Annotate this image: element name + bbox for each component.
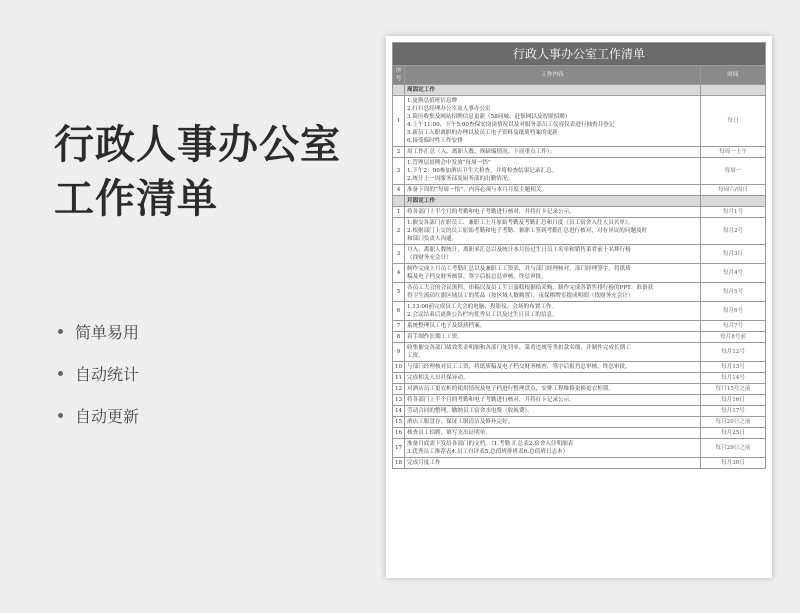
row-time: 每月6号	[701, 302, 766, 321]
row-content	[405, 362, 701, 373]
headline	[54, 118, 341, 226]
feature-list	[58, 310, 139, 436]
row-number: 15	[393, 417, 405, 428]
content-line: （找财务充会计）	[407, 255, 452, 261]
content-line: 系统整理员工电子及纸质档案。	[407, 323, 486, 329]
section-title: 周固定工作	[405, 85, 701, 96]
content-line: 1.更换总值班信息牌	[407, 98, 458, 104]
content-line: 劳动合同的整理，缴纳员工宿舍水电费（收视费）。	[407, 408, 533, 414]
row-number: 1	[393, 207, 405, 218]
row-content	[405, 373, 701, 384]
row-time: 每月3日	[701, 245, 766, 264]
table-row	[393, 373, 766, 384]
row-content	[405, 343, 701, 362]
row-time: 每月8号前	[701, 332, 766, 343]
content-line: 对酒店员工更衣柜的使用情况及电子档进行整理盘点，安排工程维修更换更衣柜锁。	[407, 386, 614, 392]
row-time: 每月30日	[701, 458, 766, 469]
content-line: 着手制作长期工工资。	[407, 334, 463, 340]
row-number: 7	[393, 321, 405, 332]
row-time: 每月1号	[701, 207, 766, 218]
content-line: 5.新员工入职离职的办理以及员工电子资料及纸质档案的更新	[407, 130, 558, 136]
content-line: 与部门经理核对员工工资，将纸质稿及电子档交财务核查，签字后报肖总审核，终总审批。	[407, 364, 631, 370]
row-content	[405, 384, 701, 395]
row-content	[405, 207, 701, 218]
content-line: 1.下午2：00参加酒店卫生大检查，并将检查结果记录汇总。	[407, 168, 558, 174]
row-content	[405, 185, 701, 196]
table-row	[393, 207, 766, 218]
content-line: 完成月度工作	[407, 460, 441, 466]
row-number: 2	[393, 218, 405, 245]
headline-line-2: 工作清单	[54, 176, 218, 222]
table-row	[393, 185, 766, 196]
row-content	[405, 218, 701, 245]
table-row	[393, 395, 766, 406]
row-content	[405, 458, 701, 469]
bullet-icon	[58, 329, 63, 334]
content-line: 2.会议结束后更换公告栏内优秀员工以及过生日员工的信息。	[407, 312, 558, 318]
table-row	[393, 245, 766, 264]
row-content	[405, 283, 701, 302]
table-row	[393, 362, 766, 373]
content-line: 2.打扫总经理办公室及人事办公室	[407, 106, 491, 112]
content-line: 将各部门上半个月的考勤和电子考勤进行核对，并将打卡记录公示。	[407, 209, 575, 215]
row-content	[405, 417, 701, 428]
table-row	[393, 218, 766, 245]
content-line: 将各部门上半个月的考勤和电子考勤进行核对，并将打卡记录公示。	[407, 397, 575, 403]
row-time: 每月14号	[701, 373, 766, 384]
bullet-icon	[58, 371, 63, 376]
content-line: 1.13:00前完成员工大会的电脑、投影仪、会场的布置工作。	[407, 304, 558, 310]
row-time: 每月12号	[701, 343, 766, 362]
row-number: 12	[393, 384, 405, 395]
content-line: 得卫生流动红旗区域员工的奖品（按区域人数购置），夜保棋牌室提成明细（找财务充会计）	[407, 293, 634, 299]
content-line: 制作完成上月员工考勤汇总以及兼职工工资表，并与部门经理核对，部门经理签字，将纸质	[407, 266, 631, 272]
content-line: 月入、离职人数统计，离职率汇总以及统计本月份过生日员工名单和销售菜肴前十名排行榜	[407, 247, 631, 253]
row-number: 6	[393, 302, 405, 321]
row-number: 18	[393, 458, 405, 469]
row-number: 3	[393, 158, 405, 185]
row-content	[405, 245, 701, 264]
row-content	[405, 406, 701, 417]
content-line: 3.优秀员工推荐表4.员工自评表5.总值班排班表6.总值班日志本）	[407, 449, 569, 455]
content-line: 核查员工招聘，填写支出证明单。	[407, 430, 491, 436]
row-content	[405, 302, 701, 321]
row-time: 每月7号	[701, 321, 766, 332]
row-content	[405, 96, 701, 147]
content-line: 完成相关人员社保异动。	[407, 375, 469, 381]
content-line: 工资。	[407, 353, 424, 359]
content-line: 收集催交各部门绩效奖金明细和各部门处罚单、菜肴违规等类扣款名细，并制作完成长期工	[407, 345, 631, 351]
feature-item: 自动统计	[58, 352, 139, 394]
row-number: 10	[393, 362, 405, 373]
table-row	[393, 302, 766, 321]
row-content	[405, 439, 701, 458]
row-time: 每月4号	[701, 264, 766, 283]
row-time: 每周一	[701, 158, 766, 185]
row-content	[405, 147, 701, 158]
row-time: 每月25日	[701, 428, 766, 439]
row-number: 16	[393, 428, 405, 439]
content-line: 2.统计上一周服务部及厨务部的出勤情况。	[407, 176, 514, 182]
table-row	[393, 158, 766, 185]
row-time: 每月16日	[701, 395, 766, 406]
table-row	[393, 406, 766, 417]
row-content	[405, 428, 701, 439]
row-number: 11	[393, 373, 405, 384]
content-line: 酒店工服盘存，保证工服清洁及修补完好。	[407, 419, 514, 425]
row-content	[405, 264, 701, 283]
row-content	[405, 321, 701, 332]
content-line: 准备月底需下发给各部门的文档。（1.考勤 汇总表2.宿舍入住明细表	[407, 441, 574, 447]
content-line: 各员工大会的会议流程、串稿以及员工生日蛋糕根据给采购、制作完成各销售排行榜的PPT、准备获	[407, 285, 654, 291]
row-number: 4	[393, 185, 405, 196]
content-line: 1.管理层晨例会中发放“每周一悟”	[407, 160, 491, 166]
row-number: 9	[393, 343, 405, 362]
table-row	[393, 343, 766, 362]
table-row	[393, 458, 766, 469]
row-time: 每周一上午	[701, 147, 766, 158]
row-number: 17	[393, 439, 405, 458]
table-row	[393, 321, 766, 332]
row-content	[405, 395, 701, 406]
spreadsheet-preview	[386, 36, 772, 578]
row-time: 每周六/周日	[701, 185, 766, 196]
table-row	[393, 147, 766, 158]
row-number: 4	[393, 264, 405, 283]
content-line: 6.接受临时性工作安排	[407, 138, 463, 144]
work-table	[392, 42, 766, 469]
row-number: 2	[393, 147, 405, 158]
feature-item: 自动更新	[58, 394, 139, 436]
table-row	[393, 417, 766, 428]
table-row	[393, 439, 766, 458]
content-line: 稿及电子档交财务核算，签字后报总总审核，终总审批。	[407, 274, 547, 280]
row-number: 14	[393, 406, 405, 417]
row-number: 8	[393, 332, 405, 343]
column-header-no: 序号	[393, 66, 405, 85]
row-time: 每月17号	[701, 406, 766, 417]
table-row	[393, 264, 766, 283]
row-time: 每月29日之前	[701, 439, 766, 458]
content-line: 3.简历收集及网站招聘信息更新（58同城、赶集网以及智联招聘）	[407, 114, 571, 120]
sheet-title: 行政人事办公室工作清单	[393, 43, 766, 66]
row-time: 每月20日之前	[701, 417, 766, 428]
content-line: 和部门负责人沟通。	[407, 236, 458, 242]
row-number: 13	[393, 395, 405, 406]
row-content	[405, 332, 701, 343]
bullet-icon	[58, 413, 63, 418]
row-time: 每日	[701, 96, 766, 147]
table-row	[393, 428, 766, 439]
content-line: 周工作汇总（入、离职人数、规缺编情况、下周重点工作）；	[407, 149, 556, 155]
table-row	[393, 96, 766, 147]
content-line: 准备下周的“每周一悟”，内容必须与本月月度主题相关。	[407, 187, 547, 193]
column-header-time: 时间	[701, 66, 766, 85]
row-number: 5	[393, 283, 405, 302]
section-header	[393, 196, 766, 207]
table-row	[393, 384, 766, 395]
table-row	[393, 283, 766, 302]
section-header	[393, 85, 766, 96]
row-number: 3	[393, 245, 405, 264]
row-time: 每月15号之前	[701, 384, 766, 395]
row-content	[405, 158, 701, 185]
content-line: 1.催交各部门在职员工、兼职工上月原始考勤及考勤汇总和月度《员工宿舍入住人员名单》。	[407, 220, 634, 226]
row-time: 每月13号	[701, 362, 766, 373]
content-line: 2.根据部门上交的员工原始考勤和电子考勤、兼职工签到考勤汇总进行核对，对有异议的问题及时	[407, 228, 648, 234]
section-title: 月固定工作	[405, 196, 701, 207]
row-number: 1	[393, 96, 405, 147]
row-time: 每月5号	[701, 283, 766, 302]
headline-line-1: 行政人事办公室	[54, 122, 341, 168]
column-header-content: 工作内容	[405, 66, 701, 85]
table-row	[393, 332, 766, 343]
row-time: 每月2号	[701, 218, 766, 245]
content-line: 4.上午11:00、下午5:00查保安岗岗情况以及对服务部员工仪容仪表进行抽查并登记	[407, 122, 615, 128]
feature-item: 简单易用	[58, 310, 139, 352]
